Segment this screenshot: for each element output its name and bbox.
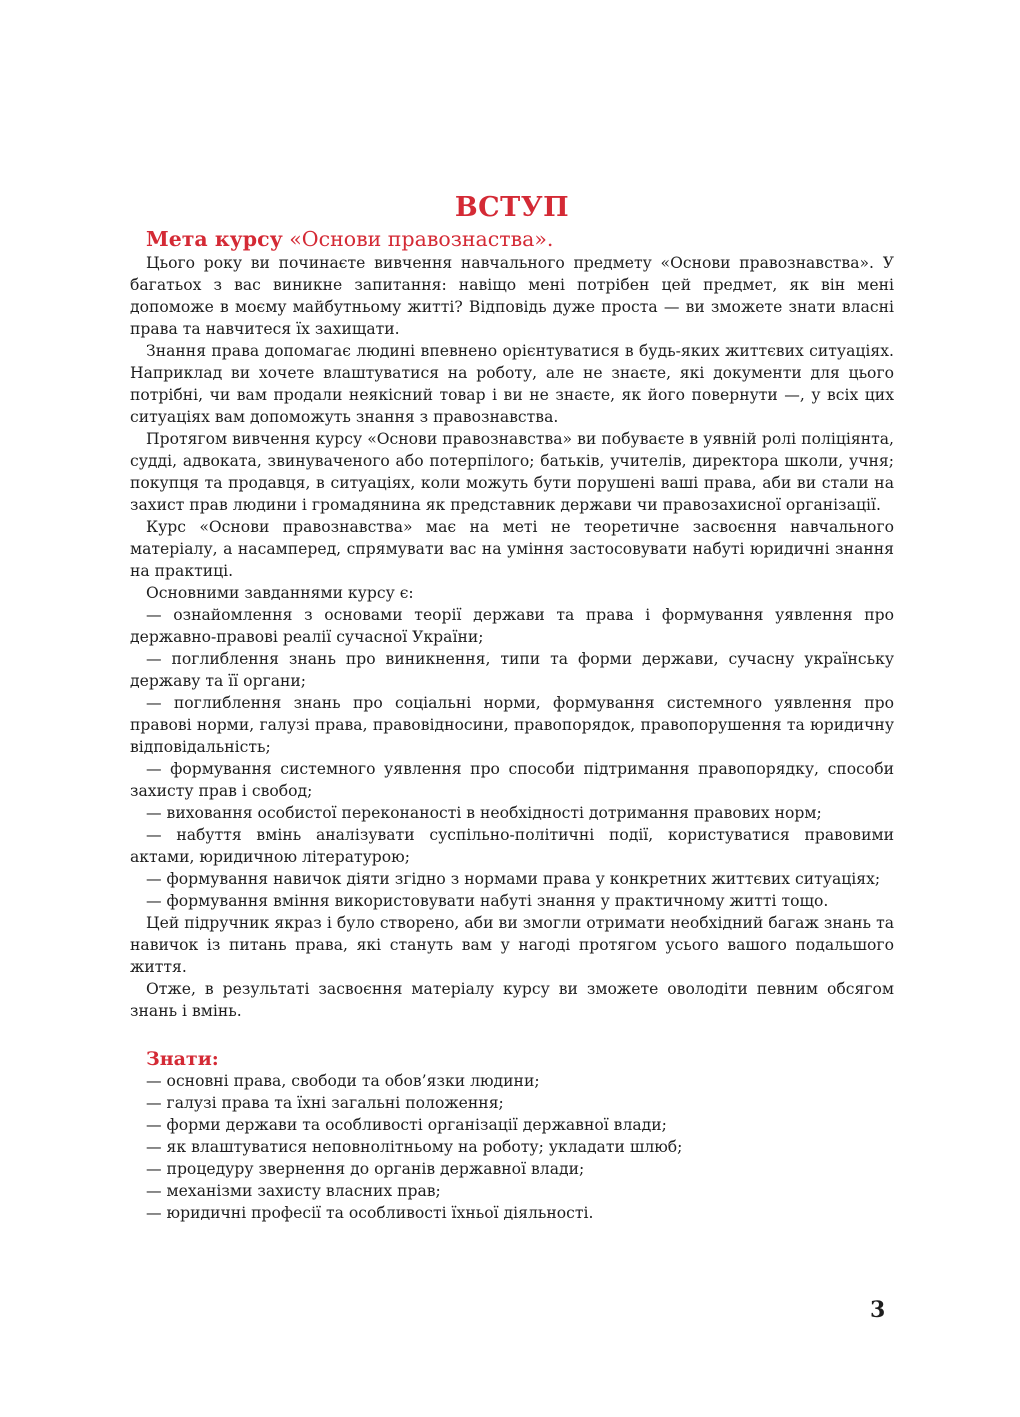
know-item: — юридичні професії та особливості їхньої діяльності. <box>146 1204 594 1222</box>
know-heading: Знати: <box>146 1048 219 1070</box>
task-item: — поглиблення знань про соціальні норми, формування системного уявлення про правові норми, галузі права, правовідносини, правопорядок, правопорушення та юридичну відповідальність; <box>130 694 894 756</box>
course-goal-heading <box>146 224 553 254</box>
page-title: ВСТУП <box>454 192 570 224</box>
paragraph: Курс «Основи правознавства» має на меті не теоретичне засвоєння навчального матеріалу, а насамперед, спрямувати вас на уміння застосовувати набуті юридичні знання на практиці. <box>130 518 894 580</box>
know-item: — як влаштуватися неповнолітньому на роботу; укладати шлюб; <box>146 1138 683 1156</box>
know-item: — процедуру звернення до органів державної влади; <box>146 1160 585 1178</box>
know-list <box>130 1070 894 1224</box>
paragraph: Знання права допомагає людині впевнено орієнтуватися в будь-яких життєвих ситуаціях. Наприклад ви хочете влаштуватися на роботу, але не знаєте, які документи для цього потрібні, чи вам продали неякісний товар і ви не знаєте, як його повернути —, у всіх цих ситуаціях вам допоможуть знання з правознавства. <box>130 342 894 426</box>
course-goal-heading-rest: «Основи правознаства». <box>282 227 554 251</box>
know-item: — форми держави та особливості організації державної влади; <box>146 1116 667 1134</box>
task-item: — формування системного уявлення про способи підтримання правопорядку, способи захисту прав і свобод; <box>130 760 894 800</box>
page-number: 3 <box>870 1297 886 1323</box>
body-text <box>130 252 894 1224</box>
paragraph: Отже, в результаті засвоєння матеріалу курсу ви зможете оволодіти певним обсягом знань і вмінь. <box>130 980 894 1020</box>
paragraph: Протягом вивчення курсу «Основи правознавства» ви побуваєте в уявній ролі поліціянта, судді, адвоката, звинуваченого або потерпілого; батьків, учителів, директора школи, учня; покупця та продавця, в ситуаціях, коли можуть бути порушені ваші права, аби ви стали на захист прав людини і громадянина як представник держави чи правозахисної організації. <box>130 430 894 514</box>
course-goal-heading-bold: Мета курсу <box>146 227 283 251</box>
know-item: — основні права, свободи та обов’язки людини; <box>146 1072 540 1090</box>
task-item: — виховання особистої переконаності в необхідності дотримання правових норм; <box>146 804 822 822</box>
task-item: — формування вміння використовувати набуті знання у практичному житті тощо. <box>146 892 829 910</box>
paragraph: Основними завданнями курсу є: <box>146 584 414 602</box>
task-item: — поглиблення знань про виникнення, типи та форми держави, сучасну українську державу та її органи; <box>130 650 894 690</box>
know-item: — галузі права та їхні загальні положення; <box>146 1094 504 1112</box>
task-item: — ознайомлення з основами теорії держави та права і формування уявлення про державно-правові реалії сучасної України; <box>130 606 894 646</box>
paragraph: Цього року ви починаєте вивчення навчального предмету «Основи правознавства». У багатьох з вас виникне запитання: навіщо мені потрібен цей предмет, як він мені допоможе в моєму майбутньому житті? Відповідь дуже проста — ви зможете знати власні права та навчитеся їх захищати. <box>130 254 894 338</box>
know-item: — механізми захисту власних прав; <box>146 1182 441 1200</box>
task-item: — формування навичок діяти згідно з нормами права у конкретних життєвих ситуаціях; <box>146 870 881 888</box>
task-item: — набуття вмінь аналізувати суспільно-політичні події, користуватися правовими актами, юридичною літературою; <box>130 826 894 866</box>
paragraph: Цей підручник якраз і було створено, аби ви змогли отримати необхідний багаж знань та навичок із питань права, які стануть вам у нагоді протягом усього вашого подальшого життя. <box>130 914 894 976</box>
